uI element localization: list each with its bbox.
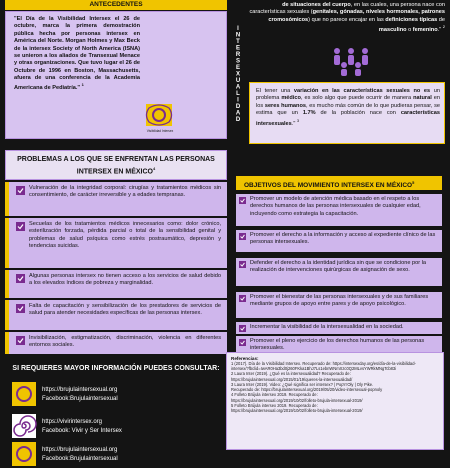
reference-line[interactable]: Recuperado de: https://brujulaintersexual.org/2019/05/20/video-intersexual-popnoly <box>231 387 383 393</box>
problems-header <box>5 150 227 180</box>
def-part7: masculino <box>378 26 407 33</box>
var-part9: , es mucho más común de lo que pudieras pensar, se estima que un <box>256 102 440 117</box>
variation-box <box>249 82 445 144</box>
var-part12: características intersexuales <box>256 110 440 127</box>
objective-text: Promover el derecho a la información y acceso al expediente clínico de las personas intersexuales. <box>250 232 436 246</box>
objective-item <box>236 258 442 286</box>
check-icon <box>16 186 25 195</box>
var-part5: , es solo algo que puede ocurrir de manera <box>300 95 414 102</box>
variation-text <box>256 88 440 128</box>
reference-line[interactable]: https://brujulaintersexual.org/2019/10/02/folleto-brujula-intersexual-2019/ <box>231 408 363 414</box>
intersex-flag-icon <box>146 104 172 126</box>
def-part1: de situaciones del cuerpo <box>282 2 351 8</box>
objective-text: Defender el derecho a la identidad jurídica sin que se condicione por la realización de intervenciones quirúrgicas de asignación de sexo. <box>250 260 427 274</box>
compass-logo-icon <box>12 382 36 406</box>
vertical-word: INTERSEXUALIDAD <box>235 26 241 124</box>
compass-logo-icon <box>12 442 36 466</box>
reference-line: 3 Laura Inter (2019). Video: ¿Qué significa ser intersex? | Pop'n'Oly | Oly Pike. <box>231 381 374 387</box>
problem-text: Algunas personas intersex no tienen acceso a los servicios de salud debido a los elevados índices de pobreza y marginalidad. <box>29 273 221 287</box>
check-icon <box>16 336 25 345</box>
def-part4: ) que no parece encajar en las <box>308 16 386 23</box>
objective-item <box>236 230 442 252</box>
check-icon <box>16 274 25 283</box>
check-icon <box>239 233 246 240</box>
objective-text: Incrementar la visibilidad de la intersexualidad en la sociedad. <box>250 324 404 330</box>
antecedentes-title: ANTECEDENTES <box>5 0 227 10</box>
problem-item <box>5 218 227 268</box>
check-icon <box>239 325 246 332</box>
def-part5: definiciones típicas <box>385 16 438 23</box>
flag-caption: Visibilidad Intersex <box>146 129 174 133</box>
ref-mark: 2 <box>442 24 445 30</box>
reference-line[interactable]: https://brujulaintersexual.org/2015/01/19/queres-la-intersexualidad/ <box>231 376 353 382</box>
info-row <box>12 414 222 440</box>
var-part3: un problema <box>256 88 440 102</box>
def-part8: o <box>406 26 413 33</box>
reference-line[interactable]: 1 (2017). Día de la Visibilidad Intersex. Recuperado de: https://intersexday.org/es/día-de-la-visibilidad- <box>231 361 416 366</box>
problem-text: Invisibilización, estigmatización, discriminación, violencia en diferentes entornos sociales. <box>29 335 221 349</box>
objective-item <box>236 322 442 334</box>
var-part1: El tener una <box>256 88 294 94</box>
problem-item <box>5 332 227 354</box>
reference-line: 2 Laura Inter (2019). ¿Qué es la intersexualidad? Recuperado de: <box>231 371 351 377</box>
var-part6: natural <box>413 95 432 102</box>
var-part13: ." <box>291 120 297 127</box>
problem-item <box>5 182 227 216</box>
problem-item <box>5 300 227 330</box>
ref-mark: 1 <box>81 82 84 88</box>
objective-text: Promover el pleno ejercicio de los derechos humanos de las personas intersexuales. <box>250 338 425 352</box>
reference-line: 4 Folleto Brújula intersex 2019. Recuperado de: <box>231 392 318 398</box>
check-icon <box>239 295 246 302</box>
info-link[interactable]: https://brujulaintersexual.org <box>42 387 118 393</box>
info-facebook[interactable]: Facebook:Brujulaintersexual <box>42 396 118 402</box>
reference-line[interactable]: https://brujulaintersexual.org/2019/10/02/folleto-brujula-intersexual-2019/ <box>231 397 363 403</box>
info-text <box>42 418 122 436</box>
var-part10: 1.7% <box>302 110 316 117</box>
problem-text: Secuelas de los tratamientos médicos innecesarios como: dolor crónico, esterilización forzada, pérdida parcial o total de la sensibilidad genital y problemas de salud psíquica como estrés postraumático, depresión y tendencias suicidas. <box>29 221 221 250</box>
def-part2: , en las cuales, una persona nace con características sexuales ( <box>249 2 445 16</box>
ref-mark: 5 <box>412 180 415 185</box>
check-icon <box>16 222 25 231</box>
ref-mark: 4 <box>153 166 156 171</box>
info-text <box>42 446 118 464</box>
info-facebook[interactable]: Facebook: Vivir y Ser Intersex <box>42 428 122 434</box>
spiral-logo-icon <box>12 414 36 438</box>
info-link[interactable]: https://vivirintersex.org <box>42 419 103 425</box>
problems-title: PROBLEMAS A LOS QUE SE ENFRENTAN LAS PERSONAS INTERSEX EN MÉXICO <box>17 156 215 176</box>
objective-text: Promover un modelo de atención médica basado en el respeto a los derechos humanos de las personas intersexuales de cualquier edad, incluyendo como estrategia la capacitación. <box>250 196 421 217</box>
objective-text: Promover el bienestar de las personas intersexuales y de sus familiares mediante grupos de apoyo entre pares y de apoyo psicológico. <box>250 294 429 308</box>
references-title: Referencias: <box>231 356 259 361</box>
var-part7: en los <box>256 95 441 109</box>
var-part2: variación en las características sexuales no es <box>293 88 431 94</box>
info-facebook[interactable]: Facebook:Brujulaintersexual <box>42 456 118 462</box>
var-part11: de la población nace con <box>315 110 401 117</box>
objectives-header <box>236 176 442 190</box>
ref-mark: 3 <box>296 117 300 123</box>
info-header: SI REQUIERES MAYOR INFORMACIÓN PUEDES CONSULTAR: <box>12 365 220 372</box>
antecedentes-box <box>5 11 227 139</box>
problem-text: Falta de capacitación y sensibilización de los prestadores de servicios de salud para atender necesidades específicas de las personas intersex. <box>29 303 221 317</box>
def-part6: de <box>437 16 445 23</box>
antecedentes-quote: "El Día de la Visibilidad Intersex el 26 de octubre, marca la primera demostración pública hecha por personas intersex en América del Norte. Morgan Holmes y Max Beck de la intersex Society of North America (ISNA) se unieron a los aliados de Transexual Menace y otras organizaciones. Que tuvo lugar el 26 de Octubre de 1996 en Boston, Massachusetts, afuera de una conferencia de la Academia Americana de Pediatría." <box>14 16 140 92</box>
def-part9: femenino <box>412 26 438 33</box>
def-part3: genitales, gónadas, niveles hormonales, patrones cromosómicos <box>268 9 445 23</box>
def-part10: ." <box>437 26 443 33</box>
reference-line[interactable]: intersex/?fbclid=IwAR0Ha3bd0j260FKka1BhJ7Ls1ebnWNmXzc0Q2MLvsYWRkMNgTcb83i <box>231 366 397 372</box>
var-part8: seres humanos <box>264 102 306 109</box>
intersex-definition <box>249 2 445 34</box>
check-icon <box>16 304 25 313</box>
info-row <box>12 442 222 468</box>
check-icon <box>239 197 246 204</box>
objective-item <box>236 292 442 318</box>
problem-item <box>5 270 227 298</box>
var-part4: médico <box>281 95 301 102</box>
references-box <box>226 352 444 450</box>
info-link[interactable]: https://brujulaintersexual.org <box>42 447 118 453</box>
info-text <box>42 386 118 404</box>
objective-item <box>236 194 442 226</box>
reference-line: 5 Folleto Brújula intersex 2019. Recuperado de: <box>231 402 318 408</box>
objectives-title: OBJETIVOS DEL MOVIMIENTO INTERSEX EN MÉXICO <box>244 182 413 190</box>
antecedentes-text <box>14 16 140 93</box>
check-icon <box>239 339 246 346</box>
people-icon <box>328 46 374 76</box>
problem-text: Vulneración de la integridad corporal: cirugías y tratamientos médicos sin consentimiento, de carácter irreversible y a edades tempranas. <box>29 185 221 199</box>
check-icon <box>239 261 246 268</box>
info-row <box>12 382 222 408</box>
